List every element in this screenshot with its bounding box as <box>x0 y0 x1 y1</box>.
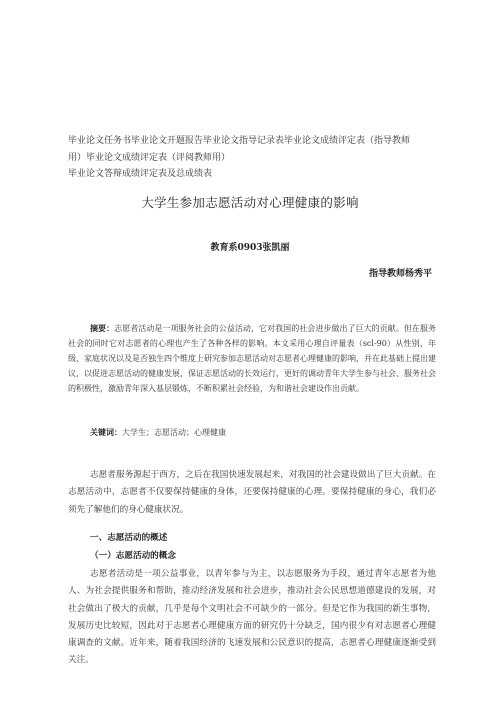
subsection-heading-1: （一）志愿活动的概念 <box>90 551 176 561</box>
document-title: 大学生参加志愿活动对心理健康的影响 <box>141 195 359 210</box>
author-line: 教育系0903张凯丽 <box>210 243 290 253</box>
keywords-text: 大学生；志愿活动；心理健康 <box>122 428 226 437</box>
header-list-line-2: 用）毕业论文成绩评定表（评阅教师用） <box>68 152 231 163</box>
advisor-line: 指导教师杨秀平 <box>368 269 432 279</box>
keywords-label: 关键词： <box>90 427 122 437</box>
header-list-line-1: 毕业论文任务书毕业论文开题报告毕业论文指导记录表毕业论文成绩评定表（指导教师 <box>68 136 411 146</box>
abstract-text: 志愿者活动是一项服务社会的公益活动，它对我国的社会进步做出了巨大的贡献。但在服务社会的同时它对志愿者的心理也产生了各种各样的影响。本文采用心理自评量表（scl-90）从性别、年级、家庭状况以及是否独生四个维度上研究参加志愿活动对志愿者心理健康的影响，并在此基础上提出建议，以促进志愿活动的健康发展，保证志愿活动的长效运行，更好的调动青年大学生参与社会、服务社会的积极性，激励青年深入基层锻炼，不断积累社会经验，为和谐社会建设作出贡献。 <box>68 324 437 393</box>
abstract-label: 摘要： <box>90 323 115 333</box>
section-heading-1: 一、志愿活动的概述 <box>90 533 168 543</box>
intro-paragraph: 志愿者服务源起于西方，之后在我国快速发展起来，对我国的社会建设做出了巨大贡献。在志愿活动中，志愿者不仅要保持健康的身体，还要保持健康的心理。要保持健康的身心，我们必须先了解他们的身心健康状况。 <box>68 470 436 515</box>
body-paragraph-1: 志愿者活动是一项公益事业，以青年参与为主，以志愿服务为手段，通过青年志愿者为他人、为社会提供服务和帮助，推动经济发展和社会进步，推动社会公民思想道德建设的发展，对社会做出了极大的贡献，几乎是每个文明社会不可缺少的一部分。但是它作为我国的新生事物，发展历史比较短，因此对于志愿者心理健康方面的研究仍十分缺乏，国内很少有对志愿者心理健康调查的文献。近年来，随着我国经济的飞速发展和公民意识的提高，志愿者心理健康逐渐受到关注。 <box>68 569 436 666</box>
header-list-line-3: 毕业论文答辩成绩评定表及总成绩表 <box>68 169 213 179</box>
abstract-paragraph <box>68 321 436 396</box>
header-list <box>68 133 440 183</box>
keywords-line <box>90 427 226 438</box>
